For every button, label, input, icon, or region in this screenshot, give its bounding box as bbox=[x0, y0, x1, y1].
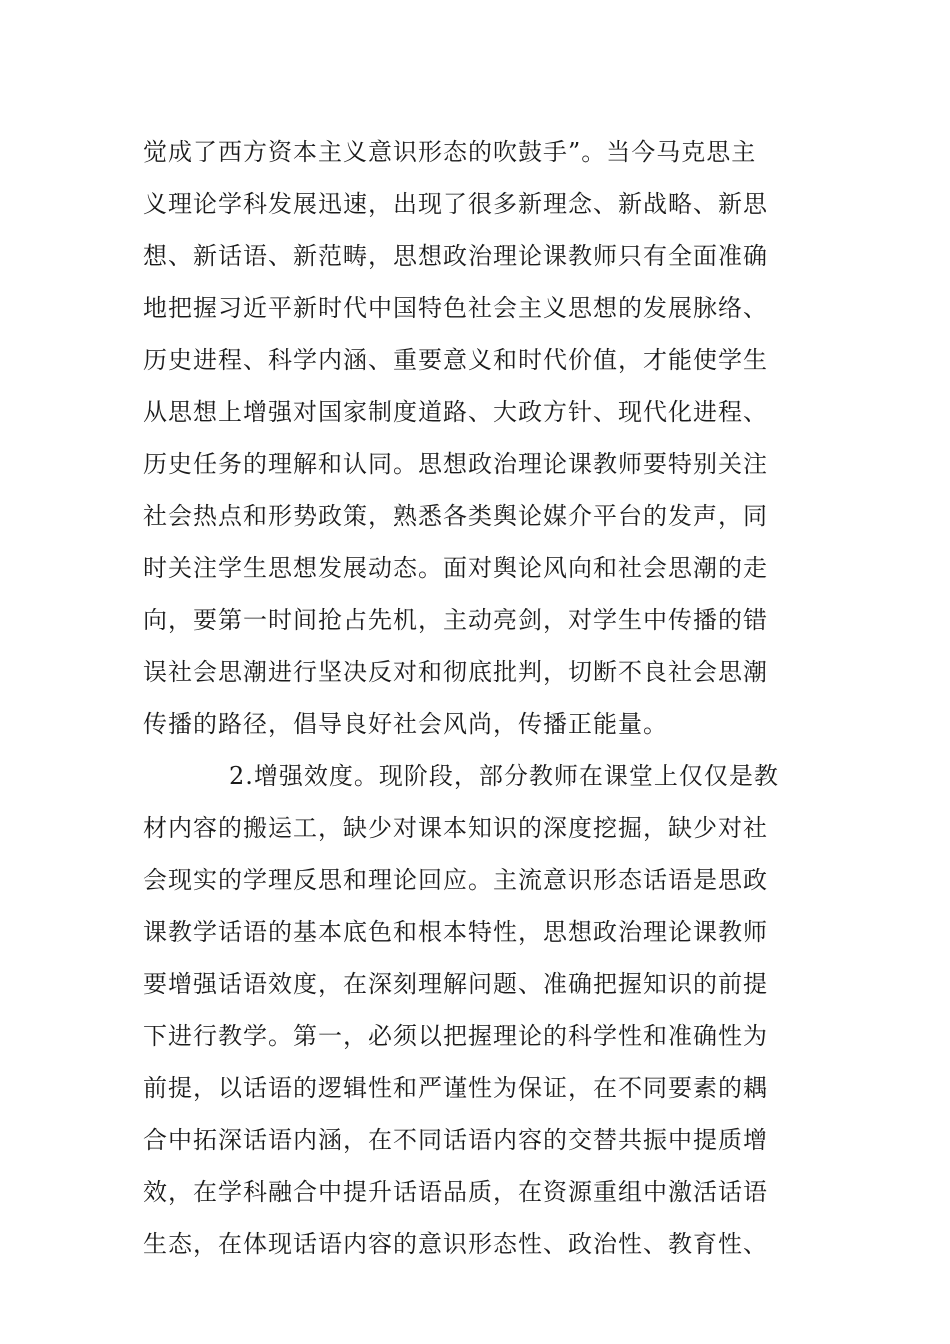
paragraph-2-line-1: 2.增强效度。现阶段，部分教师在课堂上仅仅是教 bbox=[229, 762, 779, 790]
paragraph-1-line-9: 时关注学生思想发展动态。面对舆论风向和社会思潮的走 bbox=[143, 554, 768, 582]
paragraph-2-line-9: 效，在学科融合中提升话语品质，在资源重组中激活话语 bbox=[143, 1178, 768, 1206]
paragraph-1-line-6: 从思想上增强对国家制度道路、大政方针、现代化进程、 bbox=[143, 398, 768, 426]
paragraph-1-line-3: 想、新话语、新范畴，思想政治理论课教师只有全面准确 bbox=[143, 242, 768, 270]
paragraph-2-line-3: 会现实的学理反思和理论回应。主流意识形态话语是思政 bbox=[143, 866, 768, 894]
paragraph-1-line-7: 历史任务的理解和认同。思想政治理论课教师要特别关注 bbox=[143, 450, 768, 478]
paragraph-2-line-2: 材内容的搬运工，缺少对课本知识的深度挖掘，缺少对社 bbox=[143, 814, 768, 842]
paragraph-2-line-6: 下进行教学。第一，必须以把握理论的科学性和准确性为 bbox=[143, 1022, 768, 1050]
paragraph-2-line-10: 生态，在体现话语内容的意识形态性、政治性、教育性、 bbox=[143, 1230, 768, 1258]
paragraph-1-line-10: 向，要第一时间抢占先机，主动亮剑，对学生中传播的错 bbox=[143, 606, 768, 634]
paragraph-1-line-5: 历史进程、科学内涵、重要意义和时代价值，才能使学生 bbox=[143, 346, 768, 374]
paragraph-2-line-8: 合中拓深话语内涵，在不同话语内容的交替共振中提质增 bbox=[143, 1126, 768, 1154]
paragraph-1-line-4: 地把握习近平新时代中国特色社会主义思想的发展脉络、 bbox=[143, 294, 768, 322]
paragraph-1-line-2: 义理论学科发展迅速，出现了很多新理念、新战略、新思 bbox=[143, 190, 768, 218]
paragraph-2-line-4: 课教学话语的基本底色和根本特性，思想政治理论课教师 bbox=[143, 918, 768, 946]
paragraph-2-line-5: 要增强话语效度，在深刻理解问题、准确把握知识的前提 bbox=[143, 970, 768, 998]
paragraph-1-line-1: 觉成了西方资本主义意识形态的吹鼓手”。当今马克思主 bbox=[143, 138, 757, 166]
paragraph-1-line-11: 误社会思潮进行坚决反对和彻底批判，切断不良社会思潮 bbox=[143, 658, 768, 686]
paragraph-2-line-7: 前提，以话语的逻辑性和严谨性为保证，在不同要素的耦 bbox=[143, 1074, 768, 1102]
paragraph-1-line-12: 传播的路径，倡导良好社会风尚，传播正能量。 bbox=[143, 710, 668, 738]
paragraph-1-line-8: 社会热点和形势政策，熟悉各类舆论媒介平台的发声，同 bbox=[143, 502, 768, 530]
